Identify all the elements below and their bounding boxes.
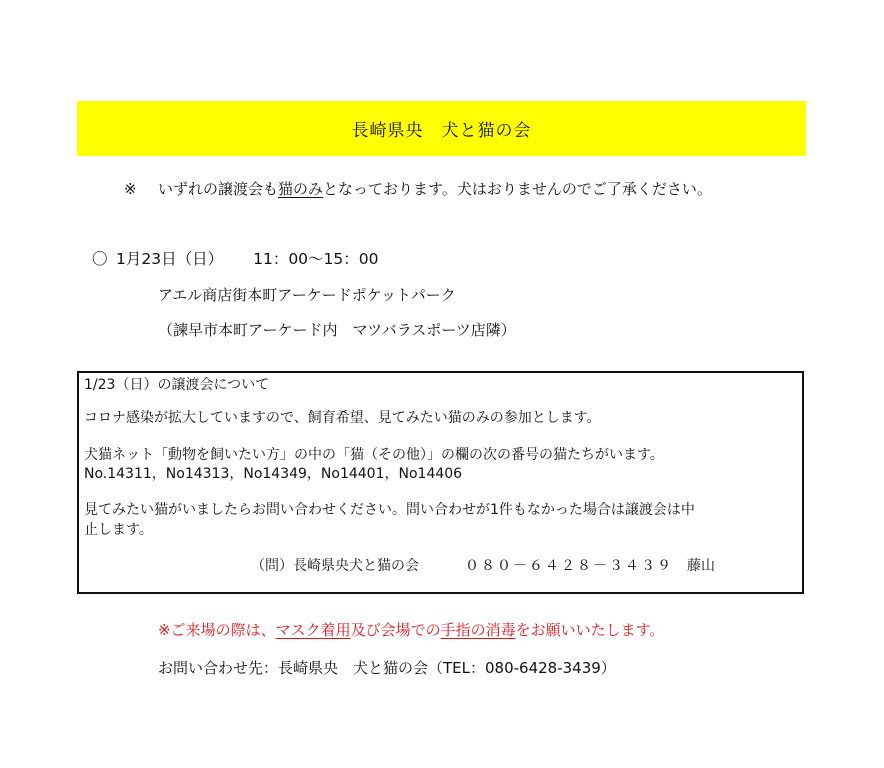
event-venue: アエル商店街本町アーケードポケットパーク <box>158 286 456 304</box>
title-banner <box>77 101 806 156</box>
box-contact <box>251 555 715 575</box>
notice-line <box>124 178 712 199</box>
box-line-inquiry-a: 見てみたい猫がいましたらお問い合わせください。問い合わせが1件もなかった場合は譲渡会は中 <box>84 502 695 518</box>
box-line-covid: コロナ感染が拡大していますので、飼育希望、見てみたい猫のみの参加とします。 <box>84 410 601 426</box>
warning-mask: マスク着用 <box>275 621 351 639</box>
event-date: 1月23日（日） <box>116 250 224 268</box>
notice-pre: いずれの譲渡会も <box>158 180 279 198</box>
event-circle-mark: 〇 <box>92 250 108 268</box>
warning-sanitize: 手指の消毒 <box>440 621 516 639</box>
box-line-inquiry-b: 止します。 <box>84 522 153 538</box>
info-box <box>77 371 804 594</box>
page-title: 長崎県央 犬と猫の会 <box>351 121 532 141</box>
notice-emphasis: 猫のみ <box>278 180 324 198</box>
notice-mark: ※ <box>124 180 137 198</box>
contact-person: 藤山 <box>687 558 715 574</box>
box-line-cats: 犬猫ネット「動物を飼いたい方」の中の「猫（その他）」の欄の次の番号の猫たちがいます。 <box>84 447 664 463</box>
contact-phone: ０８０－６４２８－３４３９ <box>465 558 673 574</box>
contact-label: （問）長崎県央犬と猫の会 <box>251 558 419 574</box>
event-time: 11：00～15：00 <box>253 250 379 268</box>
warning-part-1: ※ご来場の際は、 <box>158 621 276 639</box>
event-date-time <box>92 247 379 269</box>
warning-line <box>158 619 664 640</box>
box-heading: 1/23（日）の譲渡会について <box>84 377 270 393</box>
warning-part-3: をお願いいたします。 <box>515 621 665 639</box>
notice-post: となっております。犬はおりませんのでご了承ください。 <box>323 180 712 198</box>
warning-part-2: 及び会場での <box>350 621 441 639</box>
inquiry-line: お問い合わせ先：長崎県央 犬と猫の会（TEL：080-6428-3439） <box>158 659 616 677</box>
event-venue-detail: （諫早市本町アーケード内 マツバラスポーツ店隣） <box>158 321 516 339</box>
box-cat-numbers: No.14311，No14313，No14349，No14401，No14406 <box>84 466 463 482</box>
